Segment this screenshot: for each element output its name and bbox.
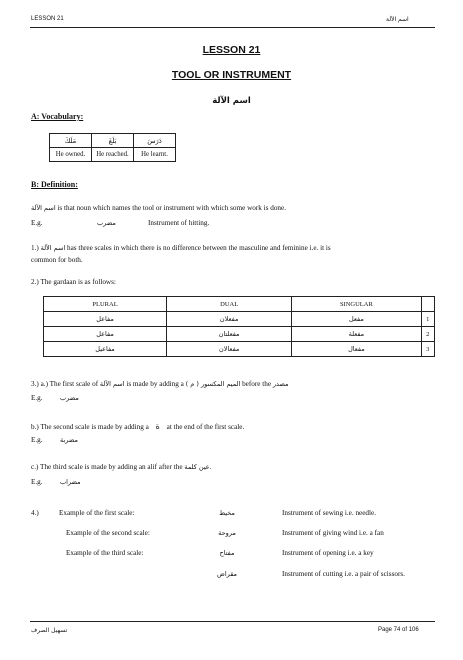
point3a-mid: is made by adding a [126, 380, 184, 388]
definition-eg-english: Instrument of hitting. [148, 219, 210, 227]
point4-number: 4.) [31, 509, 39, 517]
gardaan-plural-2: مفاعل [44, 327, 167, 342]
point1-line1 [31, 244, 331, 252]
point3a-post: before the [242, 380, 272, 388]
page-subtitle: TOOL OR INSTRUMENT [171, 69, 292, 81]
gardaan-dual-3: مفعالان [167, 342, 292, 357]
point3b-line [31, 422, 244, 431]
definition-arabic-term: اسم الآلة [31, 204, 56, 212]
definition-eg-label: E.g. [31, 219, 43, 227]
point4-arabic-4: مقراض [216, 570, 238, 578]
gardaan-num-3: 3 [421, 342, 434, 357]
point3a-eg-label: E.g. [31, 394, 43, 402]
point3a-arabic-3: مصدر [272, 380, 289, 388]
point4-english-2: Instrument of giving wind i.e. a fan [282, 529, 384, 537]
vocab-ar-2: بَلَغَ [92, 134, 134, 148]
point3c-pre: c.) The third scale is made by adding an alif after the [31, 463, 183, 471]
point3a-line [31, 380, 288, 388]
footer-left: تسهيل الصرف [31, 627, 68, 634]
point4-arabic-1: مخيط [219, 509, 235, 517]
gardaan-plural-3: مفاعيل [44, 342, 167, 357]
point4-english-1: Instrument of sewing i.e. needle. [282, 509, 377, 517]
vocab-ar-1: مَلَكَ [50, 134, 92, 148]
definition-text: is that noun which names the tool or instrument with which some work is done. [57, 204, 286, 212]
vocab-en-2: He reached. [92, 148, 134, 162]
point3a-arabic-2: ( م ) الميم المكسور [185, 380, 241, 388]
point3c-line [31, 463, 211, 471]
point4-english-4: Instrument of cutting i.e. a pair of scissors. [282, 570, 405, 578]
point1-text-1: has three scales in which there is no difference between the masculine and feminine i.e. it is [67, 244, 331, 252]
gardaan-header-num [421, 297, 434, 312]
point3a-eg-arabic: مضرب [60, 394, 79, 402]
gardaan-num-1: 1 [421, 312, 434, 327]
point3c-eg-arabic: مضراب [60, 478, 81, 486]
gardaan-singular-2: مفعلة [292, 327, 421, 342]
gardaan-dual-1: مفعلان [167, 312, 292, 327]
vocab-ar-3: دَرَسَ [134, 134, 176, 148]
point3a-pre: 3.) a.) The first scale of [31, 380, 99, 388]
point3c-eg-label: E.g. [31, 478, 43, 486]
running-header-left: LESSON 21 [31, 16, 64, 22]
footer-page-number: Page 74 of 106 [378, 627, 419, 633]
vocab-en-1: He owned. [50, 148, 92, 162]
point4-label-3: Example of the third scale: [66, 549, 144, 557]
gardaan-dual-2: مفعلتان [167, 327, 292, 342]
gardaan-header-dual: DUAL [167, 297, 292, 312]
point4-english-3: Instrument of opening i.e. a key [282, 549, 374, 557]
point3b-eg-label: E.g. [31, 436, 43, 444]
gardaan-table [43, 296, 435, 357]
point3c-arabic: عين كلمة [184, 463, 210, 471]
point4-arabic-2: مروحة [218, 529, 236, 537]
footer-rule [30, 621, 435, 622]
definition-heading: B: Definition: [31, 180, 78, 189]
gardaan-plural-1: مفاعل [44, 312, 167, 327]
point4-arabic-3: مفتاح [219, 549, 235, 557]
point2-text: 2.) The gardaan is as follows: [31, 278, 116, 286]
gardaan-num-2: 2 [421, 327, 434, 342]
vocab-en-3: He learnt. [134, 148, 176, 162]
point3c-post: . [209, 463, 212, 471]
arabic-title: اسم الآلة [212, 96, 251, 106]
definition-line [31, 204, 286, 212]
gardaan-singular-1: مفعل [292, 312, 421, 327]
running-header-right: اسم الآلة [386, 16, 409, 23]
page-title: LESSON 21 [202, 44, 261, 56]
point4-label-2: Example of the second scale: [66, 529, 150, 537]
gardaan-header-singular: SINGULAR [292, 297, 421, 312]
header-rule [30, 27, 435, 28]
point3b-pre: b.) The second scale is made by adding a [31, 423, 149, 431]
point3b-eg-arabic: مضربة [60, 436, 78, 444]
point3b-post: at the end of the first scale. [166, 423, 245, 431]
point1-line2: common for both. [31, 256, 83, 264]
vocabulary-table [49, 133, 176, 162]
point1-arabic: اسم الآلة [40, 244, 66, 252]
point4-label-1: Example of the first scale: [59, 509, 135, 517]
vocabulary-heading: A: Vocabulary: [31, 112, 84, 121]
point1-number: 1.) [31, 244, 39, 252]
gardaan-singular-3: مفعال [292, 342, 421, 357]
point3a-arabic-1: اسم الآلة [99, 380, 125, 388]
point3b-arabic: ة [155, 422, 160, 431]
definition-eg-arabic: مضرب [97, 219, 116, 227]
gardaan-header-plural: PLURAL [44, 297, 167, 312]
